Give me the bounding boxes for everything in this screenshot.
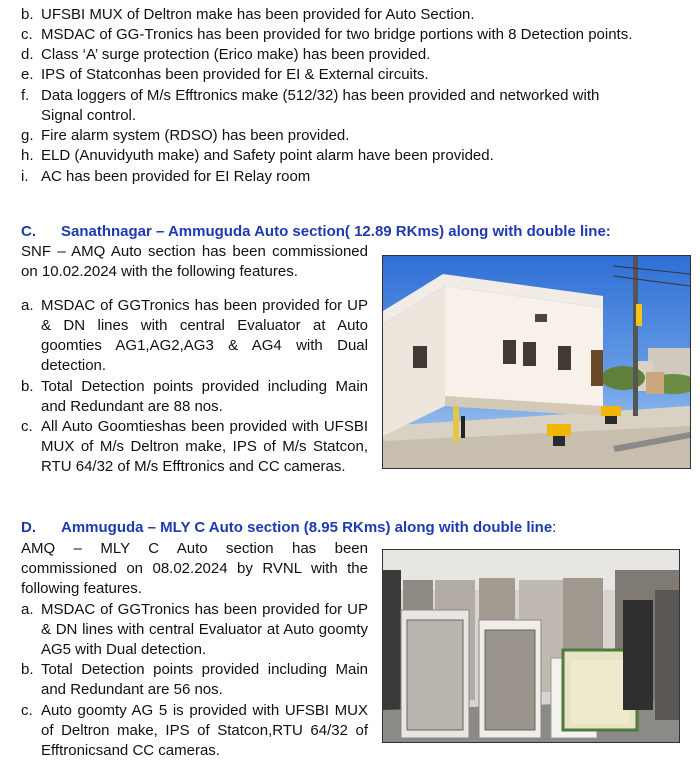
list-text: MSDAC of GG-Tronics has been provided for two bridge portions with 8 Detection points. <box>41 26 633 43</box>
section-c-item-b <box>21 377 368 417</box>
list-text: Data loggers of M/s Efftronics make (512/32) has been provided and networked with <box>41 87 600 104</box>
list-item-f-continuation: Signal control. <box>41 107 137 124</box>
list-text: Total Detection points provided including Main and Redundant are 88 nos. <box>41 378 368 415</box>
list-text: All Auto Goomtieshas been provided with UFSBI MUX of M/s Deltron make, IPS of M/s Statcon, RTU 64/32 of M/s Efftronics and CC cameras. <box>41 418 368 475</box>
list-label: a. <box>21 297 34 314</box>
section-c-item-a <box>21 296 368 376</box>
list-text: AC has been provided for EI Relay room <box>41 168 311 185</box>
section-d-item-a <box>21 600 368 660</box>
list-label: b. <box>21 661 34 678</box>
section-c-item-c <box>21 417 368 477</box>
section-d-item-b <box>21 660 368 700</box>
list-label: c. <box>21 26 33 43</box>
list-label: b. <box>21 378 34 395</box>
list-label: e. <box>21 66 34 83</box>
list-label: b. <box>21 6 34 23</box>
relay-room-cabinets-photo <box>382 549 680 743</box>
list-label: f. <box>21 87 30 104</box>
section-title-tail: : <box>552 519 557 536</box>
list-label: c. <box>21 418 33 435</box>
section-c-intro: SNF – AMQ Auto section has been commissioned on 10.02.2024 with the following features. <box>21 243 368 280</box>
list-item-b <box>21 5 475 25</box>
list-item-f <box>21 86 599 106</box>
section-letter: C. <box>21 223 36 240</box>
list-item-e <box>21 65 429 85</box>
list-label: i. <box>21 168 29 185</box>
list-text: Fire alarm system (RDSO) has been provided. <box>41 127 350 144</box>
section-title: Sanathnagar – Ammuguda Auto section( 12.89 RKms) along with double line: <box>61 223 611 240</box>
section-c-heading <box>21 222 611 242</box>
list-text: MSDAC of GGTronics has been provided for UP & DN lines with central Evaluator at Auto goomty AG5 with Dual detection. <box>41 601 368 658</box>
relay-room-cabinets-image <box>383 550 679 742</box>
section-d-intro: AMQ – MLY C Auto section has been commissioned on 08.02.2024 by RVNL with the following features. <box>21 540 368 597</box>
section-title: Ammuguda – MLY C Auto section (8.95 RKms) along with double line <box>61 519 553 536</box>
list-label: c. <box>21 702 33 719</box>
section-d-item-c <box>21 701 368 761</box>
list-item-d <box>21 45 430 65</box>
list-label: h. <box>21 147 34 164</box>
list-text: MSDAC of GGTronics has been provided for UP & DN lines with central Evaluator at Auto goomties AG1,AG2,AG3 & AG4 with Dual detection. <box>41 297 368 374</box>
list-text: UFSBI MUX of Deltron make has been provided for Auto Section. <box>41 6 475 23</box>
list-text: ELD (Anuvidyuth make) and Safety point alarm have been provided. <box>41 147 494 164</box>
list-item-i <box>21 167 310 187</box>
list-text: IPS of Statconhas been provided for EI & External circuits. <box>41 66 429 83</box>
list-label: d. <box>21 46 34 63</box>
auto-goomty-building-image <box>383 256 690 468</box>
list-item-h <box>21 146 494 166</box>
list-text: Total Detection points provided including Main and Redundant are 56 nos. <box>41 661 368 698</box>
auto-goomty-building-photo <box>382 255 691 469</box>
list-text: Class ‘A’ surge protection (Erico make) has been provided. <box>41 46 431 63</box>
list-item-g <box>21 126 349 146</box>
list-label: a. <box>21 601 34 618</box>
list-text: Auto goomty AG 5 is provided with UFSBI MUX of Deltron make, IPS of Statcon,RTU 64/32 of Efftronicsand CC cameras. <box>41 702 368 759</box>
section-letter: D. <box>21 519 36 536</box>
list-label: g. <box>21 127 34 144</box>
section-d-heading <box>21 518 556 538</box>
list-item-c <box>21 25 632 45</box>
